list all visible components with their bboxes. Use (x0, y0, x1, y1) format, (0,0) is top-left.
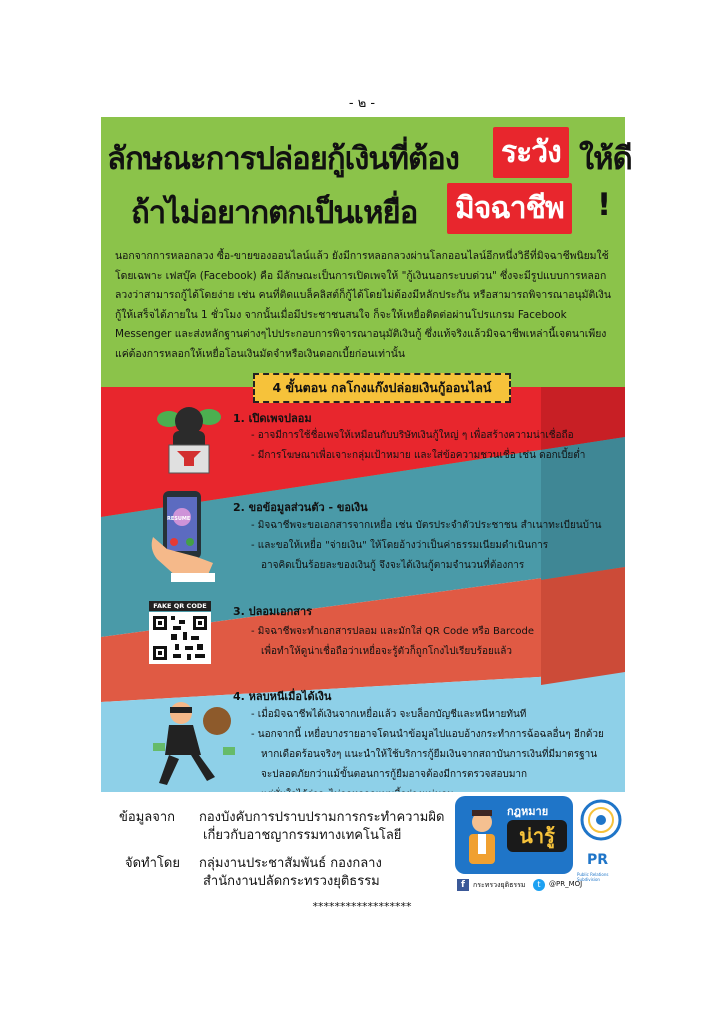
title-highlight-beware: ระวัง (493, 127, 569, 178)
source-label: ข้อมูลจาก (119, 810, 176, 825)
twitter-icon: t (533, 879, 545, 891)
fake-qr-code-icon (149, 612, 211, 664)
badge-main-text: น่ารู้ (507, 820, 567, 852)
steps-heading: 4 ขั้นตอน กลโกงแก๊งปล่อยเงินกู้ออนไลน์ (253, 373, 511, 403)
step-3-item-1: - มิจฉาชีพจะทำเอกสารปลอม และมักใส่ QR Code หรือ Barcode (251, 626, 534, 637)
twitter-handle-text: @PR_MOJ (549, 880, 583, 888)
badge-top-text: กฎหมาย (507, 805, 549, 818)
step-4-title: 4. หลบหนีเมื่อได้เงิน (233, 690, 332, 703)
title-line-2-lead: ถ้าไม่อยากตกเป็นเหยื่อ (131, 195, 418, 231)
step-4-item-1: - เมื่อมิจฉาชีพได้เงินจากเหยื่อแล้ว จะบล็อกบัญชีและหนีหายทันที (251, 709, 527, 720)
fake-qr-label: FAKE QR CODE (149, 601, 211, 611)
made-by-label: จัดทำโดย (125, 856, 180, 871)
step-2-item-3: อาจคิดเป็นร้อยละของเงินกู้ จึงจะได้เงินกู้ตามจำนวนที่ต้องการ (261, 560, 525, 571)
step-1-item-1: - อาจมีการใช้ชื่อเพจให้เหมือนกับบริษัทเงินกู้ใหญ่ ๆ เพื่อสร้างความน่าเชื่อถือ (251, 430, 574, 441)
title-line-1-tail: ให้ดี (579, 141, 632, 177)
made-by-line-2: สำนักงานปลัดกระทรวงยุติธรรม (203, 874, 380, 889)
phone-label: RESUME (167, 516, 191, 522)
step-2-item-1: - มิจฉาชีพจะขอเอกสารจากเหยื่อ เช่น บัตรประจำตัวประชาชน สำเนาทะเบียนบ้าน (251, 520, 602, 531)
facebook-icon: f (457, 879, 469, 891)
intro-paragraph: นอกจากการหลอกลวง ซื้อ-ขายของออนไลน์แล้ว ยังมีการหลอกลวงผ่านโลกออนไลน์อีกหนึ่งวิธีที่มิจฉาชีพนิยมใช้ โดยเฉพาะ เฟสบุ๊ค (Facebook) คือ มีลักษณะเป็นการเปิดเพจให้ "กู้เงินนอกระบบด่วน" ซึ่งจะมีรูปแบบการหลอกลวงว่าสามารถกู้ได้โดยง่าย เช่น คนที่ติดแบล็คลิสต์ก็กู้ได้โดยไม่ต้องมีหลักประกัน หรือสามารถพิจารณาอนุมัติเงินกู้ให้เสร็จได้ภายใน 1 ชั่วโมง จากนั้นเมื่อมีประชาชนสนใจ ก็จะให้เหยื่อติดต่อผ่านโปรแกรม Facebook Messenger และส่งหลักฐานต่างๆไปประกอบการพิจารณาอนุมัติเงินกู้ ซึ่งแท้จริงแล้วมิจฉาชีพเหล่านี้เจตนาเพียงแค่ต้องการหลอกให้เหยื่อโอนเงินมัดจำหรือเงินดอกเบี้ยก่อนเท่านั้น (115, 250, 611, 360)
law-badge (455, 796, 573, 874)
made-by-line-1: กลุ่มงานประชาสัมพันธ์ กองกลาง (199, 856, 382, 871)
pr-logo-icon (579, 798, 623, 854)
step-3-item-2: เพื่อทำให้ดูน่าเชื่อถือว่าเหยื่อจะรู้ตัวก็ถูกโกงไปเรียบร้อยแล้ว (261, 646, 513, 657)
page-number: - ๒ - (348, 96, 376, 111)
poster-footer (101, 792, 625, 898)
pr-logo-text: PR (587, 852, 609, 868)
infographic-poster (101, 117, 632, 898)
pr-logo-subtext: Public Relations Subdivision (577, 872, 609, 882)
title-line-1-lead: ลักษณะการปล่อยกู้เงินที่ต้อง (107, 141, 459, 177)
step-4-item-4: จะปลอดภัยกว่าแม้ขั้นตอนการกู้ยืมอาจต้องมีการตรวจสอบมาก (261, 769, 528, 780)
title-highlight-fraudster: มิจฉาชีพ (447, 183, 572, 234)
step-1-item-2: - มีการโฆษณาเพื่อเจาะกลุ่มเป้าหมาย และใส่ข้อความชวนเชื่อ เช่น ดอกเบี้ยต่ำ (251, 450, 586, 461)
step-3-title: 3. ปลอมเอกสาร (233, 605, 313, 618)
thief-running-illustration (151, 697, 241, 789)
source-line-1: กองบังคับการปราบปรามการกระทำความผิด (199, 810, 445, 825)
officer-icon (461, 806, 503, 868)
step-4-item-2: - นอกจากนี้ เหยื่อบางรายอาจโดนนำข้อมูลไปแอบอ้างกระทำการฉ้อฉลอื่นๆ อีกด้วย (251, 729, 604, 740)
hacker-laptop-illustration (147, 399, 229, 479)
step-2-title: 2. ขอข้อมูลส่วนตัว - ขอเงิน (233, 501, 368, 514)
phone-in-hand-illustration (147, 487, 219, 582)
title-line-2-tail: ! (597, 187, 611, 223)
step-1-title: 1. เปิดเพจปลอม (233, 412, 312, 425)
step-2-item-2: - และขอให้เหยื่อ "จ่ายเงิน" ให้โดยอ้างว่าเป็นค่าธรรมเนียมดำเนินการ (251, 540, 549, 551)
end-marker: ****************** (312, 900, 412, 913)
facebook-page-text: กระทรวงยุติธรรม (473, 881, 526, 889)
source-line-2: เกี่ยวกับอาชญากรรมทางเทคโนโลยี (203, 828, 402, 843)
step-4-item-3: หากเดือดร้อนจริงๆ แนะนำให้ใช้บริการกู้ยืมเงินจากสถาบันการเงินที่มีมาตรฐาน (261, 749, 598, 760)
